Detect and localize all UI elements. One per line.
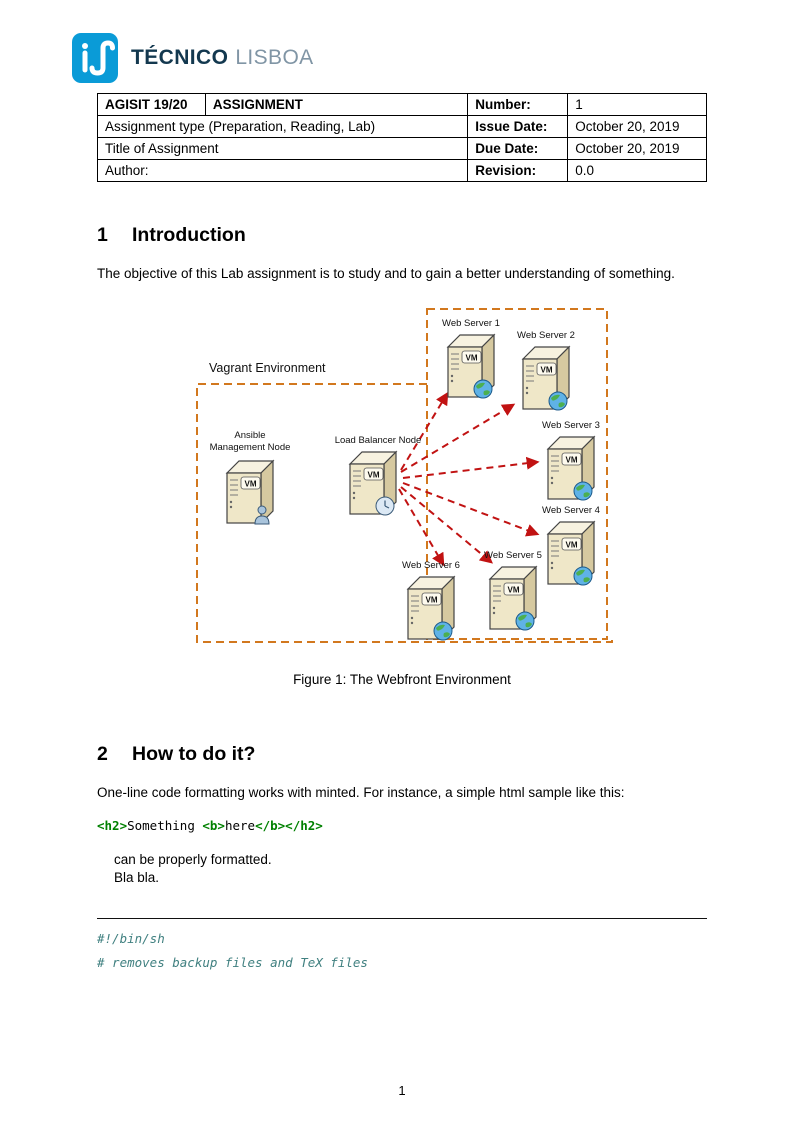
server-icon xyxy=(227,461,273,523)
tecnico-shield-icon xyxy=(72,33,118,83)
web-server-2-label: Web Server 2 xyxy=(517,329,575,341)
arrow-to-web-server-3 xyxy=(403,462,537,478)
arrow-to-web-server-5 xyxy=(401,487,491,562)
table-row xyxy=(98,160,707,182)
revision-label: Revision: xyxy=(468,160,568,182)
node-web-server-6 xyxy=(402,560,460,640)
globe-icon xyxy=(516,612,534,630)
course-code: AGISIT 19/20 xyxy=(98,94,206,116)
web-server-4-label: Web Server 4 xyxy=(542,504,600,516)
globe-icon xyxy=(434,622,452,640)
globe-icon xyxy=(574,482,592,500)
institution-name-secondary: LISBOA xyxy=(235,46,314,69)
issue-date-value: October 20, 2019 xyxy=(568,116,707,138)
assignment-type: Assignment type (Preparation, Reading, Lab) xyxy=(98,116,468,138)
institution-name xyxy=(131,46,314,70)
ansible-label-line1: Ansible xyxy=(234,429,266,441)
code-token-text: here xyxy=(224,818,256,834)
node-web-server-4 xyxy=(542,505,600,585)
assignment-title: Title of Assignment xyxy=(98,138,468,160)
author-label: Author: xyxy=(98,160,468,182)
figure-1 xyxy=(97,306,707,687)
section-1-number: 1 xyxy=(97,224,108,246)
globe-icon xyxy=(574,567,592,585)
code-token-text: Something xyxy=(127,818,203,834)
code-token-tag: <h2> xyxy=(97,818,128,834)
due-date-value: October 20, 2019 xyxy=(568,138,707,160)
web-server-5-label: Web Server 5 xyxy=(484,549,542,561)
section-1-heading xyxy=(97,224,707,247)
section-2-title: How to do it? xyxy=(132,742,256,765)
vagrant-environment-label: Vagrant Environment xyxy=(209,360,326,375)
node-web-server-5 xyxy=(484,550,542,630)
arrow-to-web-server-6 xyxy=(399,489,443,564)
shell-code-listing xyxy=(97,918,707,975)
webfront-environment-diagram: VM Vagrant Environment Ansible Management Node Load Balancer Node Web Server 1 Web Server 2 Web Server 3 Web Server 4 Web Server 5 Web Server 6 xyxy=(195,306,615,646)
web-server-1-label: Web Server 1 xyxy=(442,317,500,329)
table-row xyxy=(98,94,707,116)
clock-icon xyxy=(376,497,394,515)
doc-type: ASSIGNMENT xyxy=(205,94,467,116)
after-code-line2: Bla bla. xyxy=(114,869,160,885)
code-line: #!/bin/sh xyxy=(97,931,165,947)
figure-caption: Figure 1: The Webfront Environment xyxy=(293,671,511,687)
number-value: 1 xyxy=(568,94,707,116)
code-token-tag: </b> xyxy=(255,818,286,834)
node-web-server-3 xyxy=(542,420,600,500)
globe-icon xyxy=(474,380,492,398)
node-ansible-management xyxy=(210,430,291,524)
section-1-title: Introduction xyxy=(132,224,246,246)
section-1-paragraph: The objective of this Lab assignment is to study and to gain a better understanding of something. xyxy=(97,266,675,281)
inline-code-sample xyxy=(97,818,707,833)
section-2-heading xyxy=(97,743,707,766)
node-web-server-1 xyxy=(442,318,500,398)
revision-value: 0.0 xyxy=(568,160,707,182)
code-token-tag: <b> xyxy=(202,818,225,834)
page-number: 1 xyxy=(398,1083,406,1098)
table-row xyxy=(98,138,707,160)
code-token-tag: </h2> xyxy=(285,818,323,834)
number-label: Number: xyxy=(468,94,568,116)
institution-name-primary: TÉCNICO xyxy=(131,46,229,69)
ansible-label-line2: Management Node xyxy=(209,441,291,453)
web-server-3-label: Web Server 3 xyxy=(542,419,600,431)
after-code-text xyxy=(97,851,707,886)
institution-logo xyxy=(72,33,707,83)
table-row xyxy=(98,116,707,138)
node-web-server-2 xyxy=(517,330,575,410)
after-code-line1: can be properly formatted. xyxy=(114,852,272,868)
assignment-header-table xyxy=(97,93,707,182)
code-line: # removes backup files and TeX files xyxy=(97,954,368,970)
globe-icon xyxy=(549,392,567,410)
section-2-number: 2 xyxy=(97,742,108,765)
arrow-to-web-server-4 xyxy=(403,483,537,534)
issue-date-label: Issue Date: xyxy=(468,116,568,138)
load-balancer-label: Load Balancer Node xyxy=(334,434,422,446)
section-2-paragraph: One-line code formatting works with minted. For instance, a simple html sample like this: xyxy=(97,784,625,800)
web-server-6-label: Web Server 6 xyxy=(402,559,460,571)
due-date-label: Due Date: xyxy=(468,138,568,160)
